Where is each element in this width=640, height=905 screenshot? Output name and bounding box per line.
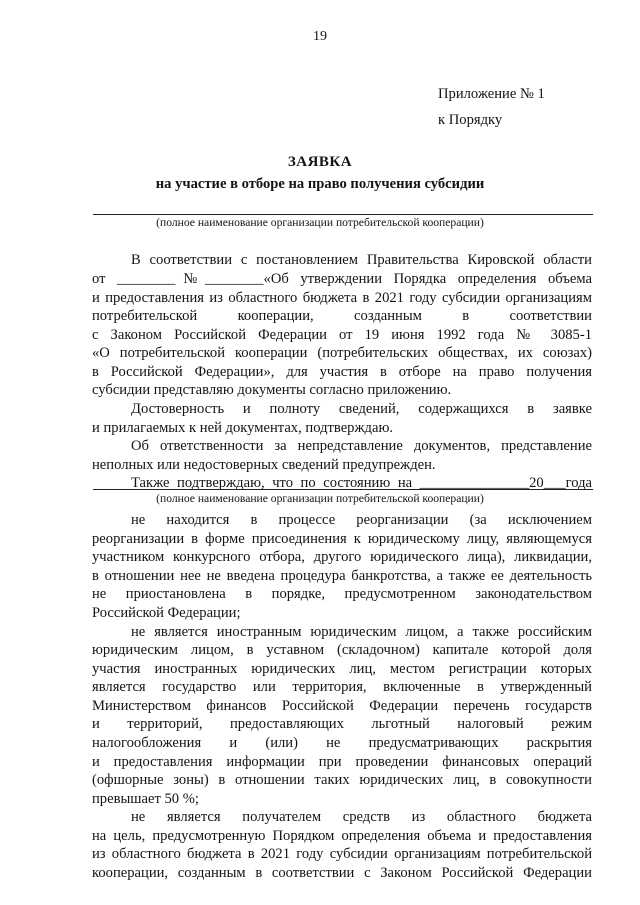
org-name-caption: (полное наименование организации потребительской кооперации): [156, 216, 484, 229]
text-line: в Российской Федерации», для участия в отборе на право получения: [92, 364, 592, 380]
org-name-fill-line: [93, 489, 593, 490]
text-line: участником конкурсного отбора, другого юридического лица), ликвидации,: [92, 549, 592, 565]
text-line: В соответствии с постановлением Правительства Кировской области: [131, 252, 592, 268]
text-line: от ________№________«Об утверждении Порядка определения объема: [92, 271, 592, 287]
text-line: в отношении нее не введена процедура банкротства, а также ее деятельность: [92, 568, 592, 584]
text-line: субсидии представляю документы согласно приложению.: [92, 382, 452, 398]
text-line: и предоставления из областного бюджета в 2021 году субсидии организациям: [92, 290, 592, 306]
text-line: не находится в процессе реорганизации (за исключением: [131, 512, 592, 528]
text-line: участия иностранных юридических лиц, местом регистрации которых: [92, 661, 592, 677]
text-line: не приостановлена в порядке, предусмотренном законодательством: [92, 586, 592, 602]
page-number: 19: [313, 29, 327, 44]
org-name-caption: (полное наименование организации потребительской кооперации): [156, 492, 484, 505]
text-line: не является иностранным юридическим лицом, а также российским: [131, 624, 592, 640]
org-name-fill-line: [93, 214, 593, 215]
text-line: с Законом Российской Федерации от 19 июня 1992 года № 3085-1: [92, 327, 592, 343]
text-line: на цель, предусмотренную Порядком определения объема и предоставления: [92, 828, 592, 844]
text-line: юридическим лицом, в уставном (складочном) капитале которой доля: [92, 642, 592, 658]
text-line: и предоставления информации при проведении финансовых операций: [92, 754, 592, 770]
text-line: Об ответственности за непредставление документов, представление: [131, 438, 592, 454]
text-line: налогообложения и (или) не предусматривающих раскрытия: [92, 735, 592, 751]
document-subtitle: на участие в отборе на право получения субсидии: [155, 176, 485, 192]
text-line: является государство или территория, включенные в утвержденный: [92, 679, 592, 695]
document-title: ЗАЯВКА: [287, 154, 353, 170]
annex-label: Приложение № 1: [438, 86, 545, 102]
text-line: кооперации, созданным в соответствии с Законом Российской Федерации: [92, 865, 592, 881]
text-line: Также подтверждаю, что по состоянию на _______________20___года: [131, 475, 592, 491]
text-line: «О потребительской кооперации (потребительских обществах, их союзах): [92, 345, 592, 361]
text-line: (офшорные зоны) в отношении таких юридических лиц, в совокупности: [92, 772, 592, 788]
annex-reference: к Порядку: [438, 112, 503, 128]
text-line: превышает 50 %;: [92, 791, 199, 807]
text-line: реорганизации в форме присоединения к юридическому лицу, являющемуся: [92, 531, 592, 547]
text-line: неполных или недостоверных сведений предупрежден.: [92, 457, 436, 473]
text-line: потребительской кооперации, созданным в соответствии: [92, 308, 592, 324]
text-line: Министерством финансов Российской Федерации перечень государств: [92, 698, 592, 714]
text-line: не является получателем средств из областного бюджета: [131, 809, 592, 825]
text-line: Достоверность и полноту сведений, содержащихся в заявке: [131, 401, 592, 417]
text-line: из областного бюджета в 2021 году субсидии организациям потребительской: [92, 846, 592, 862]
text-line: и территорий, предоставляющих льготный налоговый режим: [92, 716, 592, 732]
text-line: и прилагаемых к ней документах, подтверждаю.: [92, 420, 394, 436]
text-line: Российской Федерации;: [92, 605, 241, 621]
